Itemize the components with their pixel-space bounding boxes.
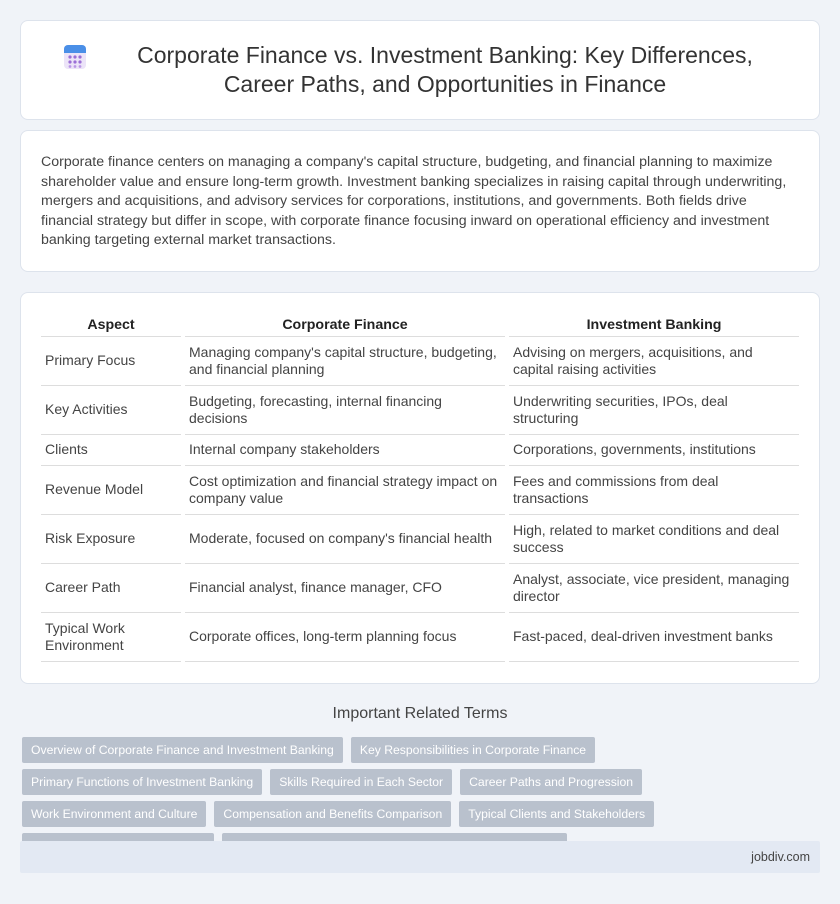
row-corporate-finance: Internal company stakeholders bbox=[185, 435, 505, 466]
related-tag[interactable]: Key Responsibilities in Corporate Finance bbox=[351, 737, 595, 763]
row-aspect: Primary Focus bbox=[41, 337, 181, 386]
page-title: Corporate Finance vs. Investment Banking: Key Differences, Career Paths, and Opportunities in Finance bbox=[137, 42, 753, 97]
row-aspect: Career Path bbox=[41, 564, 181, 613]
header-corporate-finance: Corporate Finance bbox=[185, 311, 505, 337]
calculator-icon bbox=[61, 43, 89, 71]
row-investment-banking: Fast-paced, deal-driven investment banks bbox=[509, 613, 799, 662]
row-investment-banking: Advising on mergers, acquisitions, and capital raising activities bbox=[509, 337, 799, 386]
row-investment-banking: Fees and commissions from deal transactions bbox=[509, 466, 799, 515]
table-header-row bbox=[41, 311, 799, 337]
row-corporate-finance: Cost optimization and financial strategy impact on company value bbox=[185, 466, 505, 515]
row-corporate-finance: Budgeting, forecasting, internal financing decisions bbox=[185, 386, 505, 435]
related-tag[interactable]: Typical Clients and Stakeholders bbox=[459, 801, 654, 827]
row-corporate-finance: Managing company's capital structure, budgeting, and financial planning bbox=[185, 337, 505, 386]
table-row bbox=[41, 435, 799, 466]
related-tag[interactable]: Career Paths and Progression bbox=[460, 769, 642, 795]
related-tag[interactable]: Work Environment and Culture bbox=[22, 801, 206, 827]
table-row bbox=[41, 564, 799, 613]
row-aspect: Risk Exposure bbox=[41, 515, 181, 564]
row-corporate-finance: Moderate, focused on company's financial health bbox=[185, 515, 505, 564]
comparison-table bbox=[37, 311, 803, 662]
table-row bbox=[41, 613, 799, 662]
row-aspect: Typical Work Environment bbox=[41, 613, 181, 662]
row-investment-banking: Corporations, governments, institutions bbox=[509, 435, 799, 466]
table-row bbox=[41, 337, 799, 386]
row-corporate-finance: Corporate offices, long-term planning focus bbox=[185, 613, 505, 662]
row-corporate-finance: Financial analyst, finance manager, CFO bbox=[185, 564, 505, 613]
header-aspect: Aspect bbox=[41, 311, 181, 337]
related-tag[interactable]: Compensation and Benefits Comparison bbox=[214, 801, 451, 827]
table-row bbox=[41, 466, 799, 515]
related-tag[interactable]: Skills Required in Each Sector bbox=[270, 769, 452, 795]
row-aspect: Key Activities bbox=[41, 386, 181, 435]
footer-site-link[interactable]: jobdiv.com bbox=[751, 850, 810, 864]
table-row bbox=[41, 386, 799, 435]
row-aspect: Clients bbox=[41, 435, 181, 466]
intro-card bbox=[20, 130, 820, 272]
row-aspect: Revenue Model bbox=[41, 466, 181, 515]
related-tag[interactable]: Overview of Corporate Finance and Investment Banking bbox=[22, 737, 343, 763]
footer bbox=[20, 841, 820, 873]
row-investment-banking: High, related to market conditions and deal success bbox=[509, 515, 799, 564]
row-investment-banking: Underwriting securities, IPOs, deal structuring bbox=[509, 386, 799, 435]
header-inner bbox=[21, 41, 819, 99]
header-investment-banking: Investment Banking bbox=[509, 311, 799, 337]
related-terms-title: Important Related Terms bbox=[332, 705, 508, 722]
header-card bbox=[20, 20, 820, 120]
comparison-table-card bbox=[20, 292, 820, 684]
intro-paragraph: Corporate finance centers on managing a company's capital structure, budgeting, and financial planning to maximize shareholder value and ensure long-term growth. Investment banking specializes in raising capital through underwriting, mergers and acquisitions, and advisory services for corporations, institutions, and governments. Both fields drive financial strategy but differ in scope, with corporate finance focusing inward on operational efficiency and investment banking targeting external market transactions. bbox=[41, 154, 787, 248]
row-investment-banking: Analyst, associate, vice president, managing director bbox=[509, 564, 799, 613]
table-row bbox=[41, 515, 799, 564]
related-tag[interactable]: Primary Functions of Investment Banking bbox=[22, 769, 262, 795]
